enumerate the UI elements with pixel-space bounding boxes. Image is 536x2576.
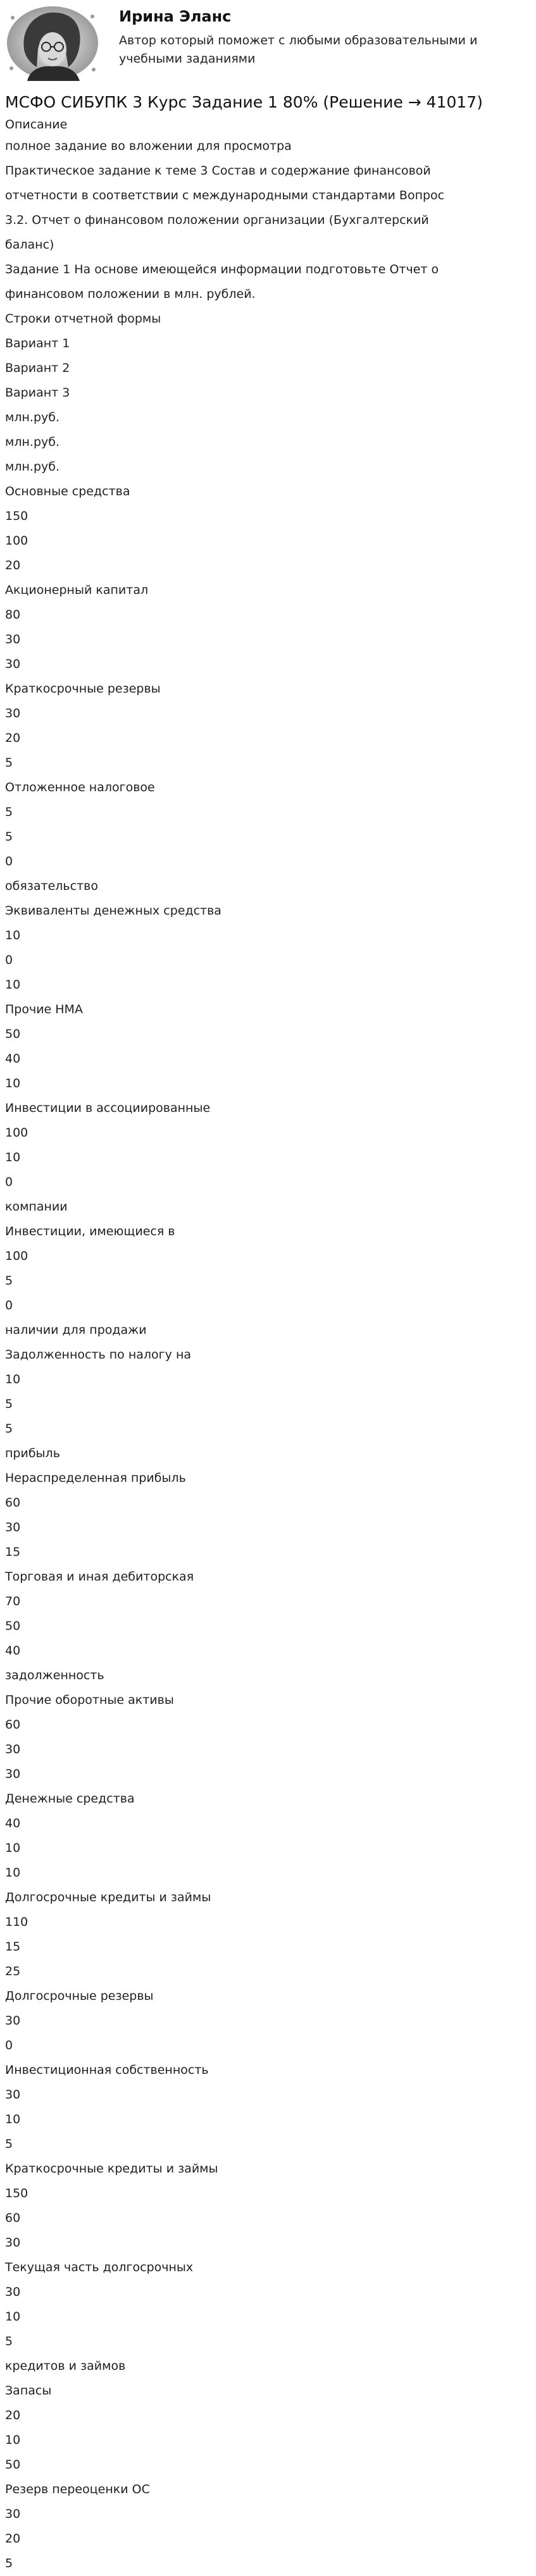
- document-line: 30: [5, 2014, 21, 2028]
- document-line: 10: [5, 2112, 21, 2126]
- document-line: 25: [5, 1964, 21, 1978]
- document-line: 0: [5, 2038, 13, 2052]
- document-line: 50: [5, 2458, 21, 2472]
- document-line: Краткосрочные кредиты и займы: [5, 2162, 218, 2176]
- document-line: Долгосрочные кредиты и займы: [5, 1890, 211, 1904]
- document-line: 70: [5, 1594, 21, 1608]
- document-line: Прочие НМА: [5, 1002, 83, 1016]
- document-line: финансовом положении в млн. рублей.: [5, 287, 256, 301]
- document-line: млн.руб.: [5, 435, 60, 449]
- document-line: 10: [5, 2433, 21, 2447]
- document-line: 80: [5, 608, 21, 622]
- document-line: Инвестиции, имеющиеся в: [5, 1224, 175, 1238]
- document-line: 40: [5, 1816, 21, 1830]
- document-line: компании: [5, 1200, 68, 1214]
- document-line: 5: [5, 2137, 13, 2151]
- document-line: 30: [5, 632, 21, 646]
- document-line: 30: [5, 1520, 21, 1534]
- document-line: 60: [5, 1718, 21, 1732]
- document-line: 30: [5, 1742, 21, 1756]
- document-line: 50: [5, 1619, 21, 1633]
- document-line: 30: [5, 2236, 21, 2250]
- document-line: 20: [5, 2532, 21, 2546]
- document-line: Вариант 1: [5, 336, 70, 350]
- document-content: [5, 116, 530, 2576]
- document-line: Основные средства: [5, 484, 130, 498]
- document-line: 0: [5, 1175, 13, 1189]
- document-line: 100: [5, 1249, 28, 1263]
- document-line: 30: [5, 706, 21, 720]
- document-line: 5: [5, 756, 13, 770]
- document-line: 20: [5, 558, 21, 572]
- document-line: Описание: [5, 118, 68, 132]
- document-line: Нераспределенная прибыль: [5, 1471, 186, 1485]
- document-line: 50: [5, 1027, 21, 1041]
- document-line: 30: [5, 657, 21, 671]
- document-line: Отложенное налоговое: [5, 780, 155, 794]
- document-line: Задолженность по налогу на: [5, 1348, 192, 1362]
- document-line: 10: [5, 1841, 21, 1855]
- document-line: 10: [5, 1866, 21, 1880]
- document-line: млн.руб.: [5, 410, 60, 424]
- document-line: Эквиваленты денежных средства: [5, 904, 221, 918]
- document-line: 10: [5, 2310, 21, 2324]
- document-line: 0: [5, 953, 13, 967]
- document-line: 10: [5, 928, 21, 942]
- document-line: Акционерный капитал: [5, 583, 149, 597]
- document-line: 30: [5, 2088, 21, 2102]
- document-line: полное задание во вложении для просмотра: [5, 139, 292, 153]
- document-line: Практическое задание к теме 3 Состав и содержание финансовой: [5, 164, 431, 178]
- document-line: 5: [5, 1274, 13, 1288]
- document-line: 100: [5, 534, 28, 548]
- document-line: Вариант 2: [5, 361, 70, 375]
- document-line: Краткосрочные резервы: [5, 682, 161, 696]
- document-line: 110: [5, 1915, 28, 1929]
- document-line: Текущая часть долгосрочных: [5, 2260, 194, 2274]
- document-line: 3.2. Отчет о финансовом положении организации (Бухгалтерский: [5, 213, 429, 227]
- document-line: млн.руб.: [5, 460, 60, 474]
- document-line: 0: [5, 1298, 13, 1312]
- document-line: кредитов и займов: [5, 2359, 126, 2373]
- document-line: 20: [5, 2408, 21, 2422]
- document-line: 5: [5, 805, 13, 819]
- document-line: Долгосрочные резервы: [5, 1989, 154, 2003]
- document-line: 5: [5, 1422, 13, 1436]
- author-description: Автор который поможет с любыми образовательными и учебными заданиями: [119, 34, 478, 66]
- document-line: Строки отчетной формы: [5, 312, 161, 326]
- document-line: Задание 1 На основе имеющейся информации подготовьте Отчет о: [5, 262, 439, 276]
- document-title: МСФО СИБУПК 3 Курс Задание 1 80% (Решение → 41017): [5, 93, 483, 111]
- document-line: отчетности в соответствии с международными стандартами Вопрос: [5, 188, 445, 202]
- document-line: 20: [5, 731, 21, 745]
- document-line: Прочие оборотные активы: [5, 1693, 174, 1707]
- author-name[interactable]: Ирина Эланс: [119, 8, 232, 25]
- document-line: 5: [5, 1397, 13, 1411]
- document-line: 5: [5, 2334, 13, 2348]
- document-line: Инвестиции в ассоциированные: [5, 1101, 211, 1115]
- document-line: 60: [5, 1496, 21, 1510]
- document-line: 0: [5, 854, 13, 868]
- document-line: Инвестиционная собственность: [5, 2063, 209, 2077]
- document-line: 30: [5, 1767, 21, 1781]
- document-line: 100: [5, 1126, 28, 1140]
- document-line: Резерв переоценки ОС: [5, 2482, 150, 2496]
- document-line: баланс): [5, 238, 54, 252]
- document-line: 40: [5, 1644, 21, 1658]
- document-line: Вариант 3: [5, 386, 70, 400]
- document-line: 10: [5, 1150, 21, 1164]
- document-line: 15: [5, 1545, 21, 1559]
- document-line: 10: [5, 1372, 21, 1386]
- document-line: задолженность: [5, 1668, 104, 1682]
- document-line: 5: [5, 830, 13, 844]
- document-line: Денежные средства: [5, 1792, 135, 1806]
- document-line: 40: [5, 1052, 21, 1066]
- document-line: наличии для продажи: [5, 1323, 147, 1337]
- author-header: [0, 0, 536, 89]
- avatar-portrait-image: [5, 5, 100, 81]
- document-line: прибыль: [5, 1446, 60, 1460]
- document-line: 10: [5, 978, 21, 992]
- document-line: 150: [5, 509, 28, 523]
- document-line: 15: [5, 1940, 21, 1954]
- author-avatar[interactable]: [5, 5, 100, 81]
- document-line: 30: [5, 2507, 21, 2521]
- document-line: 5: [5, 2556, 13, 2570]
- document-line: Запасы: [5, 2384, 52, 2398]
- document-line: 150: [5, 2186, 28, 2200]
- document-line: обязательство: [5, 879, 98, 893]
- document-line: 60: [5, 2211, 21, 2225]
- document-line: 30: [5, 2285, 21, 2299]
- document-line: Торговая и иная дебиторская: [5, 1570, 194, 1584]
- document-line: 10: [5, 1076, 21, 1090]
